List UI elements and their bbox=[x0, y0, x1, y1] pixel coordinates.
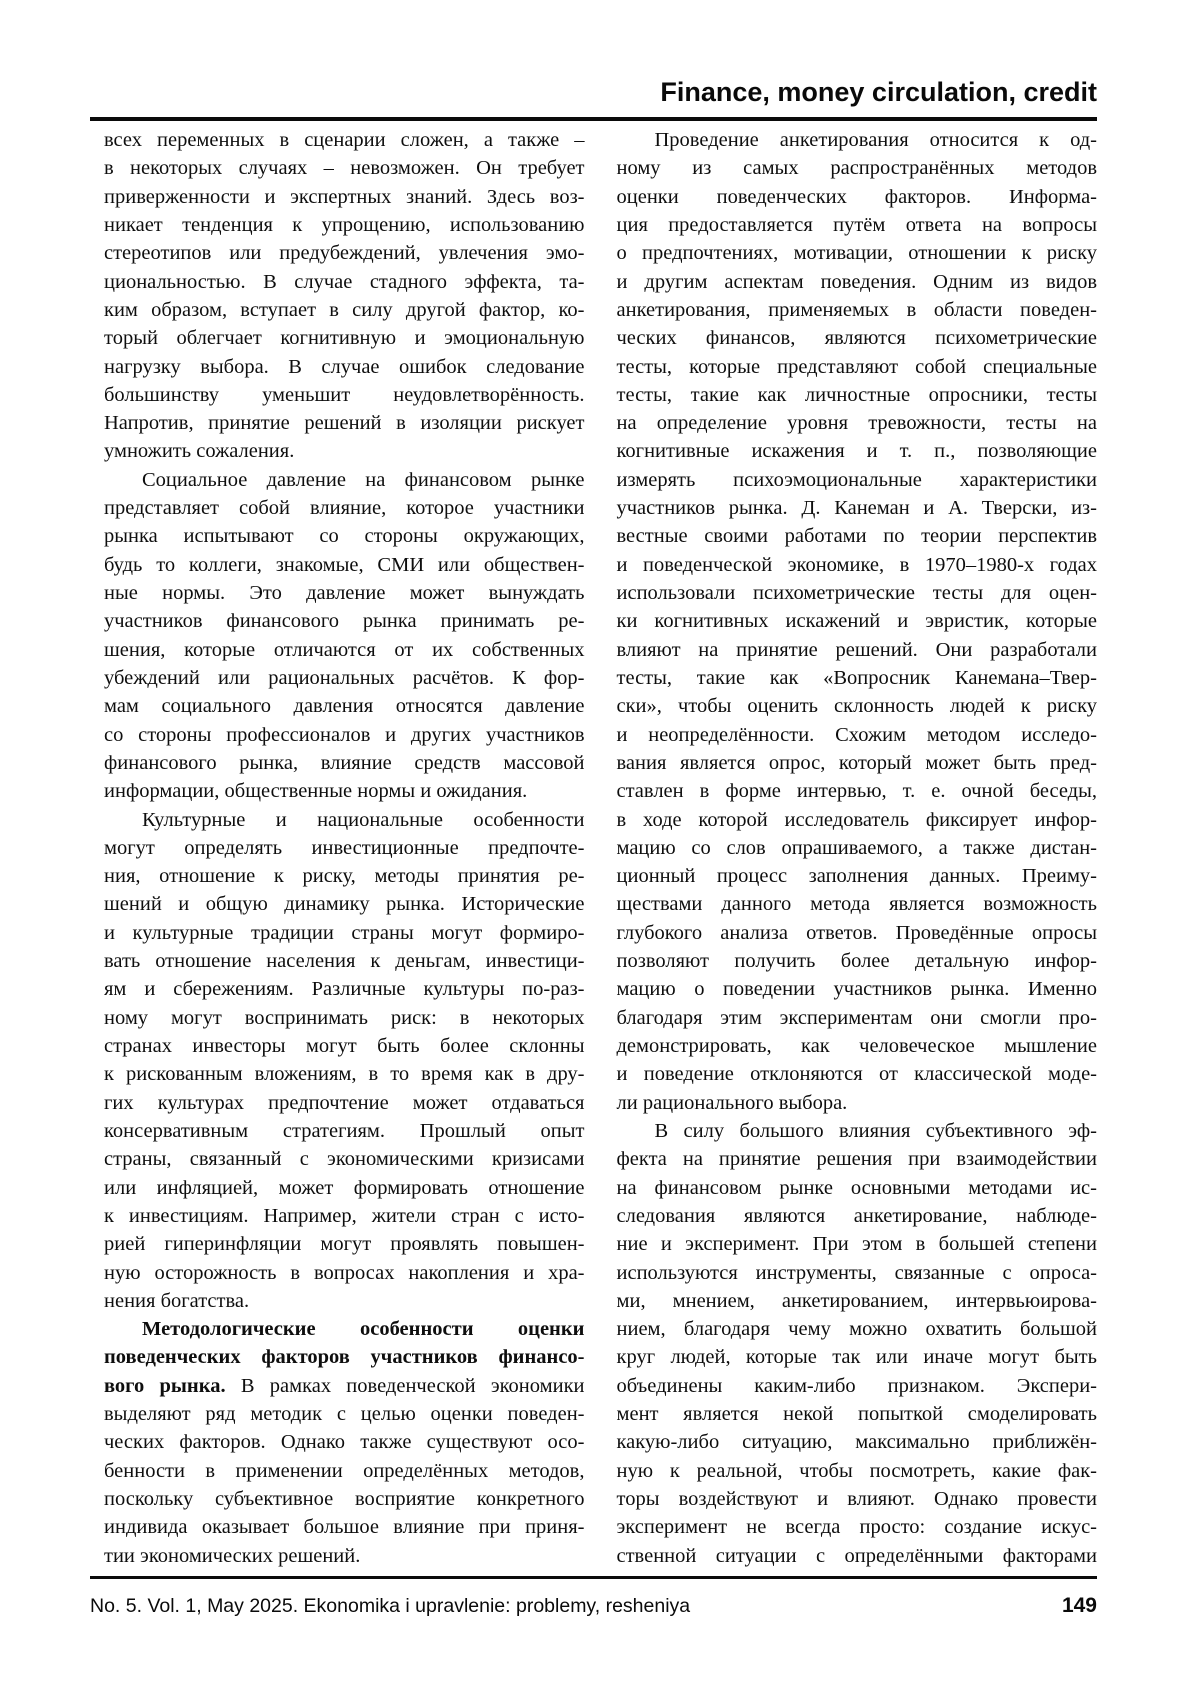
text-line: поскольку субъективное восприятие конкретного bbox=[104, 1488, 585, 1510]
text-line: мам социального давления относятся давление bbox=[104, 695, 585, 718]
text-line: участников рынка. Д. Канеман и А. Тверски, из- bbox=[616, 497, 1097, 520]
text-line: страны, связанный с экономическими кризисами bbox=[104, 1148, 585, 1171]
text-line: на определение уровня тревожности, тесты на bbox=[616, 412, 1097, 435]
page-footer bbox=[90, 1592, 1097, 1619]
text-line: использовали психометрические тесты для оцен- bbox=[616, 582, 1097, 604]
text-line: и неопределённости. Схожим методом исследо- bbox=[616, 723, 1097, 746]
text-line: анкетирования, применяемых в области поведен- bbox=[616, 298, 1097, 321]
text-line: ционный процесс заполнения данных. Преиму- bbox=[616, 865, 1097, 888]
footer-rule bbox=[90, 1576, 1097, 1579]
journal-citation: No. 5. Vol. 1, May 2025. Ekonomika i upravlenie: problemy, resheniya bbox=[90, 1595, 691, 1617]
text-line: Социальное давление на финансовом рынке bbox=[142, 468, 585, 491]
text-line: вестные своими работами по теории перспектив bbox=[616, 525, 1097, 548]
text-line: используются инструменты, связанные с опроса- bbox=[616, 1261, 1097, 1284]
text-line: вого рынка. В рамках поведенческой экономики bbox=[104, 1374, 585, 1397]
text-line: стереотипов или предубеждений, увлечения эмо- bbox=[104, 242, 585, 265]
article-body bbox=[104, 126, 1097, 1570]
text-line: ственной ситуации с определёнными факторами bbox=[616, 1544, 1097, 1567]
text-line: рией гиперинфляции могут проявлять повышен- bbox=[104, 1233, 585, 1256]
text-line: ния, отношение к риску, методы принятия ре- bbox=[104, 865, 585, 888]
text-line: Напротив, принятие решений в изоляции рискует bbox=[104, 412, 585, 435]
text-line: ные нормы. Это давление может вынуждать bbox=[104, 582, 585, 604]
text-line: влияют на принятие решений. Они разработали bbox=[616, 638, 1097, 661]
text-line: ческих финансов, являются психометрические bbox=[616, 327, 1097, 350]
text-line: оценки поведенческих факторов. Информа- bbox=[616, 185, 1097, 208]
text-line: тии экономических решений. bbox=[104, 1544, 361, 1567]
text-line: приверженности и экспертных знаний. Здесь воз- bbox=[104, 185, 585, 208]
text-line: торый облегчает когнитивную и эмоциональную bbox=[104, 327, 585, 350]
text-line: ция предоставляется путём ответа на вопросы bbox=[616, 213, 1097, 236]
text-line: позволяют получить более детальную инфор- bbox=[616, 950, 1097, 973]
running-head-title: Finance, money circulation, credit bbox=[660, 77, 1097, 107]
text-line: эксперимент не всегда просто: создание искус- bbox=[616, 1516, 1097, 1539]
paragraph bbox=[104, 806, 585, 1316]
text-line: тесты, такие как «Вопросник Канемана–Твер- bbox=[616, 666, 1097, 689]
page-number: 149 bbox=[1061, 1594, 1097, 1617]
text-line: циональностью. В случае стадного эффекта, та- bbox=[104, 270, 585, 293]
text-line: ному из самых распространённых методов bbox=[616, 157, 1097, 180]
text-line: рынка испытывают со стороны окружающих, bbox=[104, 525, 585, 548]
header-rule bbox=[90, 117, 1097, 121]
text-line: демонстрировать, как человеческое мышление bbox=[616, 1035, 1097, 1057]
text-line: измерять психоэмоциональные характеристики bbox=[616, 468, 1097, 491]
paragraph bbox=[617, 1117, 1098, 1570]
text-line: круг людей, которые так или иначе могут быть bbox=[616, 1346, 1097, 1369]
text-line: выделяют ряд методик с целью оценки поведен- bbox=[104, 1403, 585, 1426]
text-line: ную к реальной, чтобы посмотреть, какие фак- bbox=[616, 1459, 1097, 1482]
text-line: будь то коллеги, знакомые, СМИ или обществен- bbox=[104, 553, 585, 576]
text-line: ли рационального выбора. bbox=[616, 1091, 848, 1114]
text-line: фекта на принятие решения при взаимодействии bbox=[616, 1148, 1097, 1171]
text-line: мацию о поведении участников рынка. Именно bbox=[616, 978, 1097, 1001]
text-line: какую-либо ситуацию, максимально приближён- bbox=[616, 1431, 1097, 1454]
text-line: всех переменных в сценарии сложен, а также – bbox=[104, 129, 585, 151]
text-line: большинству уменьшит неудовлетворённость. bbox=[104, 383, 585, 406]
text-line: к инвестициям. Например, жители стран с исто- bbox=[104, 1204, 585, 1227]
text-line: представляет собой влияние, которое участники bbox=[104, 497, 585, 520]
text-line: умножить сожаления. bbox=[104, 440, 295, 463]
text-line: объединены каким-либо признаком. Экспери- bbox=[616, 1374, 1097, 1397]
text-line: бенности в применении определённых методов, bbox=[104, 1459, 585, 1482]
text-line: мацию со слов опрашиваемого, а также дистан- bbox=[616, 836, 1097, 859]
text-line: мент является некой попыткой смоделировать bbox=[616, 1403, 1097, 1426]
text-line: и культурные традиции страны могут формиро- bbox=[104, 921, 585, 944]
text-line: на финансовом рынке основными методами ис- bbox=[616, 1176, 1097, 1199]
text-line: когнитивные искажения и т. п., позволяющие bbox=[616, 440, 1097, 463]
text-line: ям и сбережениям. Различные культуры по-раз- bbox=[104, 978, 585, 1001]
text-line: или инфляцией, может формировать отношение bbox=[104, 1176, 585, 1199]
text-line: благодаря этим экспериментам они смогли про- bbox=[616, 1006, 1097, 1029]
paragraph bbox=[617, 126, 1098, 1117]
text-line: Методологические особенности оценки bbox=[142, 1318, 585, 1341]
text-line: Проведение анкетирования относится к од- bbox=[654, 129, 1097, 151]
text-line: и поведенческой экономике, в 1970–1980-х годах bbox=[616, 553, 1097, 576]
text-line: никает тенденция к упрощению, использованию bbox=[104, 213, 585, 236]
text-line: торы воздействуют и влияют. Однако провести bbox=[616, 1488, 1097, 1510]
paragraph bbox=[104, 466, 585, 806]
text-line: нагрузку выбора. В случае ошибок следование bbox=[104, 355, 585, 378]
text-line: убеждений или рациональных расчётов. К фор- bbox=[104, 666, 585, 689]
text-line: странах инвесторы могут быть более склонны bbox=[104, 1035, 585, 1057]
text-line: информации, общественные нормы и ожидания. bbox=[104, 780, 528, 803]
text-line: вать отношение населения к деньгам, инвестици- bbox=[104, 950, 585, 973]
text-line: финансового рынка, влияние средств массовой bbox=[104, 751, 585, 774]
text-line: шения, которые отличаются от их собственных bbox=[104, 638, 585, 661]
text-line: ки когнитивных искажений и эвристик, которые bbox=[616, 610, 1097, 633]
text-line: к рискованным вложениям, в то время как в дру- bbox=[104, 1063, 585, 1086]
text-line: ставлен в форме интервью, т. е. очной беседы, bbox=[616, 780, 1097, 803]
text-line: в некоторых случаях – невозможен. Он требует bbox=[104, 157, 585, 180]
text-line: глубокого анализа ответов. Проведённые опросы bbox=[616, 921, 1097, 944]
text-line: и другим аспектам поведения. Одним из видов bbox=[616, 270, 1097, 293]
text-line: могут определять инвестиционные предпочте- bbox=[104, 836, 585, 859]
text-line: ществами данного метода является возможность bbox=[616, 893, 1097, 916]
left-column bbox=[104, 126, 585, 1570]
text-line: ким образом, вступает в силу другой фактор, ко- bbox=[104, 298, 585, 321]
text-line: поведенческих факторов участников финансо- bbox=[104, 1346, 585, 1369]
text-line: тесты, такие как личностные опросники, тесты bbox=[616, 383, 1097, 406]
right-column bbox=[617, 126, 1098, 1570]
text-line: вания является опрос, который может быть пред- bbox=[616, 751, 1097, 774]
paragraph bbox=[104, 1315, 585, 1570]
text-line: шений и общую динамику рынка. Исторические bbox=[104, 893, 585, 916]
text-line: индивида оказывает большое влияние при приня- bbox=[104, 1516, 585, 1539]
text-line: ми, мнением, анкетированием, интервьюирова- bbox=[616, 1289, 1097, 1312]
text-line: ную осторожность в вопросах накопления и хра- bbox=[104, 1261, 585, 1284]
text-line: следования являются анкетирование, наблюде- bbox=[616, 1204, 1097, 1227]
text-line: консервативным стратегиям. Прошлый опыт bbox=[104, 1119, 585, 1142]
text-line: участников финансового рынка принимать ре- bbox=[104, 610, 585, 633]
text-line: в ходе которой исследователь фиксирует инфор- bbox=[616, 808, 1097, 831]
page-header bbox=[660, 76, 1097, 108]
text-line: нения богатства. bbox=[104, 1289, 250, 1312]
text-line: ние и эксперимент. При этом в большей степени bbox=[616, 1233, 1097, 1256]
text-line: В силу большого влияния субъективного эф- bbox=[654, 1119, 1097, 1142]
text-line: гих культурах предпочтение может отдаваться bbox=[104, 1091, 585, 1114]
text-line: со стороны профессионалов и других участников bbox=[104, 723, 585, 746]
text-line: ческих факторов. Однако также существуют осо- bbox=[104, 1431, 585, 1454]
text-line: нием, благодаря чему можно охватить большой bbox=[616, 1318, 1097, 1341]
text-line: тесты, которые представляют собой специальные bbox=[616, 355, 1097, 378]
text-line: ному могут воспринимать риск: в некоторых bbox=[104, 1006, 585, 1029]
paragraph bbox=[104, 126, 585, 466]
text-line: Культурные и национальные особенности bbox=[142, 808, 585, 831]
text-line: ски», чтобы оценить склонность людей к риску bbox=[616, 695, 1097, 718]
text-line: и поведение отклоняются от классической моде- bbox=[616, 1063, 1097, 1086]
text-line: о предпочтениях, мотивации, отношении к риску bbox=[616, 242, 1097, 265]
